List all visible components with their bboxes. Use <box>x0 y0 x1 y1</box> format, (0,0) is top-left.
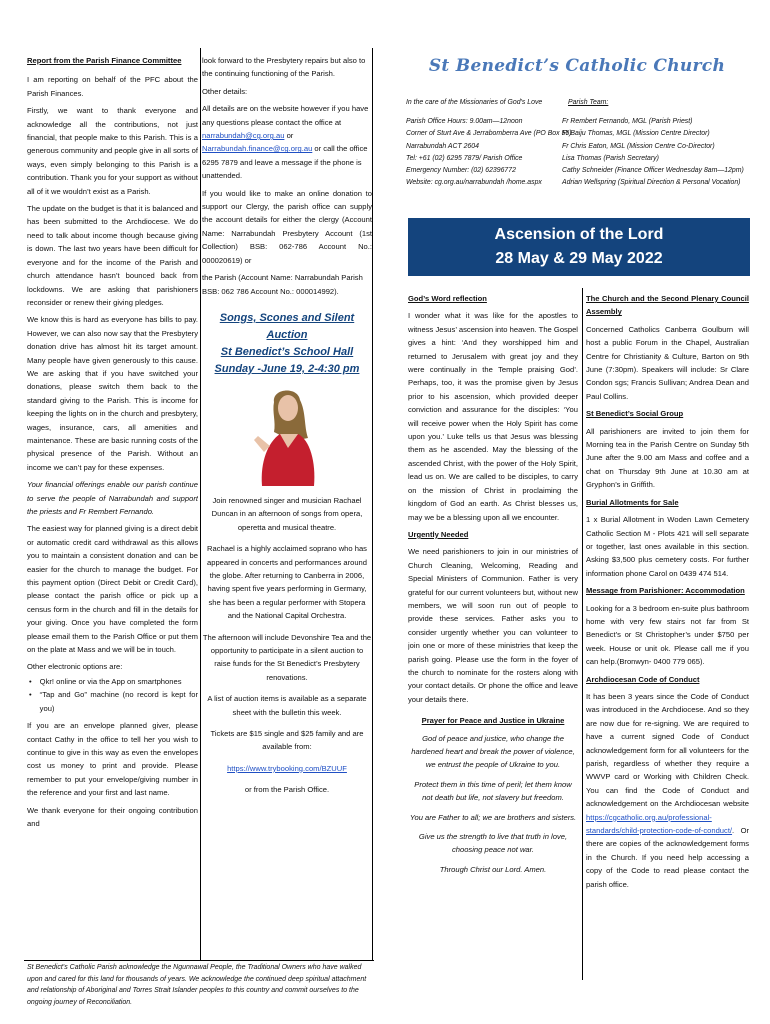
section-body: I wonder what it was like for the apostles to witness Jesus’ ascension into heaven. The Gospel gives a hint: ‘And they worshipped him and returned to Jerusalem with great joy and they were continually in the Temple praising God’. Perhaps, too, it was the promise given by Jesus prior to his ascension, which provided deeper conviction and assurance for the disciples: ‘You will receive power when the Holy Spirit has come upon you.’ Luke tells us that Jesus was blessing them as he ascended. May the blessing of the ascended Christ, with the power of the Holy Spirit, lead us on. We are called to be disciples, to carry on the mission of Christ in proclaiming the kingdom of God an earth. As Christ blesses us, may we be a blessing upon all we encounter. <box>408 311 578 522</box>
section-body: 1 x Burial Allotment in Woden Lawn Cemetery Catholic Section M - Plots 421 will sell separate or together, last ones available in this section. Asking $3,500 plus cemetery costs. For further information phone Carol on 0439 474 514. <box>586 515 749 578</box>
auction-paragraph: Tickets are $15 single and $25 family and are available from: <box>210 729 364 752</box>
church-name: St Benedict’s Catholic Church <box>428 56 726 76</box>
parish-header <box>406 97 748 189</box>
feast-banner <box>408 218 750 276</box>
finance-paragraph: Other details: <box>202 86 248 96</box>
care-line: In the care of the Missionaries of God’s Love <box>406 99 543 106</box>
news-column-1 <box>408 292 578 982</box>
header-row: Narrabundah ACT 2604 Fr Chris Eaton, MGL (Mission Centre Co-Director) <box>406 142 715 150</box>
header-row: Emergency Number: (02) 62396772 Cathy Schneider (Finance Officer Wednesday 8am—12pm) <box>406 167 744 175</box>
section-body: We need parishioners to join in our ministries of Church Cleaning, Welcoming, Reading and Special Ministers of Communion. Father is very grateful for our current volunteers but, without new members, we will soon run out of people to provide these services. Father asks you to consider urgently whether you can volunteer to join one or more of these ministries that keep the parish going. Please use the form in the foyer of the church to nominate for the rosters along with your contact details. Or phone the office and leave your details there. <box>408 547 578 704</box>
section-heading: St Benedict’s Social Group <box>586 409 684 419</box>
footer-rule <box>24 960 374 961</box>
auction-paragraph: A list of auction items is available as a separate sheet with the bulletin this week. <box>207 694 367 717</box>
auction-paragraph: The afternoon will include Devonshire Tea and the opportunity to participate in a silent auction to raise funds for the St Benedict’s Presbytery renovations. <box>202 632 372 682</box>
header-row: Website: cg.org.au/narrabundah /home.aspx Adrian Wellspring (Spiritual Direction & Personal Vocation) <box>406 179 741 187</box>
singer-photo <box>228 382 346 486</box>
list-item: • “Tap and Go” machine (no record is kept for you) <box>27 688 198 715</box>
finance-contact-paragraph: All details are on the website however if you have any questions please contact the office at narrabundah@cg.org.au or Narrabundah.finance@cg.org.au or call the office 6295 7879 and leave a message if the phone is unattended. <box>202 104 369 181</box>
prayer-line: Give us the strength to live that truth in love, choosing peace not war. <box>418 832 568 855</box>
finance-paragraph: We know this is hard as everyone has bills to pay. However, we can also now say that the Presbytery donation drive has almost hit its target amount. Many people have given generously to this cause. We are asking that if you have switched your donations, please switch them back to the standard giving to the Parish. This is income for keeping the lights on in the church and presbytery, wages, insurance, cars, all amenities and maintenance. These are basic running costs of the physical presence of the Parish. Without an income we can’t pay for these expenses. <box>27 315 198 472</box>
auction-paragraph: Rachael is a highly acclaimed soprano who has appeared in concerts and performances around the globe. After returning to Canberra in 2006, having spent five years performing in Germany, she has been a regular performer with Stopera and the National Capital Orchestra. <box>207 544 367 621</box>
finance-heading: Report from the Parish Finance Committee <box>27 56 182 65</box>
auction-title: Songs, Scones and Silent Auction <box>219 311 355 341</box>
finance-paragraph: Other electronic options are: <box>27 662 123 672</box>
section-heading: Burial Allotments for Sale <box>586 497 679 507</box>
prayer-line: You are Father to all; we are brothers and sisters. <box>409 812 577 822</box>
section-body: Looking for a 3 bedroom en-suite plus bathroom home with very few stairs not far from St Benedict’s or St Christopher’s under $750 per week. House or unit ok. Please call me if you can help.(Bronwyn- 0400 779 065). <box>586 603 749 667</box>
prayer-line: God of peace and justice, who change the hardened heart and break the power of violence, we entrust the people of Ukraine to you. <box>411 733 575 770</box>
prayer-heading: Prayer for Peace and Justice in Ukraine <box>421 716 565 726</box>
auction-date: Sunday -June 19, 2-4:30 pm <box>214 362 360 375</box>
finance-paragraph: If you are an envelope planned giver, please contact Cathy in the office to tell her you wish to continue to give in this way as even the envelopes cost us money to print and provide. Please remember to put your envelope/giving number in the reference and your first and last name. <box>27 721 198 798</box>
finance-paragraph-italic: Your financial offerings enable our parish continue to serve the people of Narrabundah and support the priests and Fr Rembert Fernando. <box>27 480 198 516</box>
section-heading: The Church and the Second Plenary Council Assembly <box>586 294 749 317</box>
section-body: All parishioners are invited to join them for Morning tea in the Parish Centre on Sunday 5th June after the 9.00 am Mass and coffee and a chat on Thursday 9th June at 10.30 am at Gryphon’s in Griffith. <box>586 426 749 490</box>
office-email-link[interactable]: narrabundah@cg.org.au <box>202 131 285 141</box>
finance-paragraph: look forward to the Presbytery repairs but also to the continuing functioning of the Parish. <box>202 56 366 79</box>
acknowledgement-footer: St Benedict’s Catholic Parish acknowledge the Ngunnawal People, the Traditional Owners who have walked upon and cared for this land for thousands of years. We acknowledge the continued deep spiritual attachment and relationship of Aboriginal and Torres Strait Islander peoples to this country and commit ourselves to the ongoing journey of Reconciliation. <box>27 964 367 1006</box>
column-divider-left-outer <box>372 48 373 960</box>
bullet-icon: • <box>29 676 32 686</box>
finance-paragraph: I am reporting on behalf of the PFC about the Parish Finances. <box>27 75 198 98</box>
news-column-2 <box>586 292 749 982</box>
finance-paragraph: The easiest way for planned giving is a direct debit or automatic credit card withdrawal as this allows you to maintain a consistent donation and can be easier for the church to manage the budget. For this payment option (Direct Debit or Credit Card), please contact the parish office or pick up a census form in the church and fill in the details for your giving. Once you have completed the form please email them to the Parish Office or put them on the plate at Mass and we will be in touch. <box>27 524 198 655</box>
header-row: Tel: +61 (02) 6295 7879/ Parish Office Lisa Thomas (Parish Secretary) <box>406 154 659 162</box>
header-row: Corner of Sturt Ave & Jerrabomberra Ave (PO Box 55) Fr Baiju Thomas, MGL (Mission Centre Director) <box>406 130 710 138</box>
trybooking-link[interactable]: https://www.trybooking.com/BZUUF <box>227 763 347 773</box>
finance-paragraph: If you would like to make an online donation to support our Clergy, the parish office can supply the account details for either the clergy (Account Name: Narrabundah Presbytery Account (1st Collection) BSB: 062-786 Account No.: 000020619) or <box>202 188 372 265</box>
auction-paragraph: Join renowned singer and musician Rachael Duncan in an afternoon of songs from opera, operetta and musical theatre. <box>211 495 363 532</box>
section-heading: Message from Parishioner: Accommodation <box>586 586 745 596</box>
section-heading: Urgently Needed <box>408 529 469 539</box>
column-divider-right <box>582 288 583 980</box>
prayer-line: Through Christ our Lord. Amen. <box>439 864 547 874</box>
header-row <box>406 97 748 109</box>
finance-paragraph: We thank everyone for their ongoing contribution and <box>27 805 198 828</box>
finance-paragraph: The update on the budget is that it is balanced and has been submitted to the Archdiocese. We do need to talk about income though because giving is down. The last two years have been difficult for everyone and for the income of the Parish and church attendance hasn’t bounced back from lockdowns. We are asking that parishioners reconsider or renew their giving pledges. <box>27 204 198 307</box>
list-item: • Qkr! online or via the App on smartphones <box>27 675 198 688</box>
finance-paragraph: the Parish (Account Name: Narrabundah Parish BSB: 062 786 Account No.: 000014992). <box>202 273 363 296</box>
finance-email-link[interactable]: Narrabundah.finance@cg.org.au <box>202 144 313 154</box>
finance-paragraph: Firstly, we want to thank everyone and acknowledge all the contributions, not just financial, that people make to this Parish. This is a generous community and people give in all sorts of ways, even simply belonging to this Parish is a contribution. Thank you for your support as without all of it we wouldn’t exist as a Parish. <box>27 106 198 196</box>
finance-column-1 <box>27 54 198 960</box>
feast-dates: 28 May & 29 May 2022 <box>495 250 663 267</box>
bullet-icon: • <box>29 690 32 700</box>
section-body: It has been 3 years since the Code of Conduct was introduced in the Archdiocese. And so they are now due for re-signing. We are required to have a current signed Code of Conduct acknowledgement form for all volunteers for the parish, regardless of whether they require a WWVP card or Working with Children Check. You can find the Code of Conduct and acknowledgement on the Archdiocesan website https://cgcatholic.org.au/professional-standards/child-protection-code-of-conduct/. Or there are copies of the acknowledgement forms in the Church. If you need help accessing a copy of the Code to read please contact the parish office. <box>586 691 749 889</box>
section-body: Concerned Catholics Canberra Goulburn will host a public Forum in the Chapel, Australian Centre for Christianity & Culture, Barton on 9th June (7:30pm). Speakers will include: Sr Clare Condon sgs; Francis Sullivan; Andrea Dean and Paul Collins. <box>586 324 749 401</box>
auction-paragraph: or from the Parish Office. <box>244 785 330 795</box>
feast-title: Ascension of the Lord <box>494 226 664 243</box>
prayer-line: Protect them in this time of peril; let them know not death but life, not slavery but freedom. <box>414 779 572 803</box>
team-label: Parish Team: <box>568 99 609 106</box>
section-heading: Archdiocesan Code of Conduct <box>586 674 700 684</box>
auction-venue: St Benedict’s School Hall <box>220 345 354 358</box>
finance-column-2 <box>202 54 372 960</box>
header-row: Parish Office Hours: 9.00am—12noon Fr Rembert Fernando, MGL (Parish Priest) <box>406 118 693 126</box>
section-heading: God’s Word reflection <box>408 294 487 303</box>
code-of-conduct-link[interactable]: https://cgcatholic.org.au/professional-standards/child-protection-code-of-conduct/ <box>586 812 733 836</box>
column-divider-left <box>200 48 201 960</box>
